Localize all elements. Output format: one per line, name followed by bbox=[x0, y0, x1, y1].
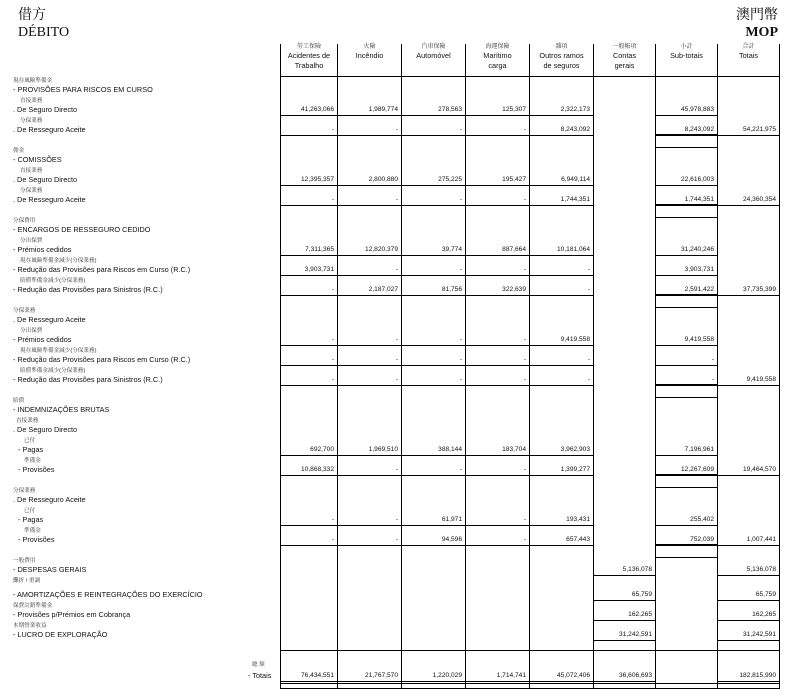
cell-rule bbox=[401, 345, 465, 346]
row-cn-label: 直接業務 bbox=[20, 98, 43, 104]
table-cell: 692,700 bbox=[310, 446, 334, 453]
table-cell: - bbox=[331, 126, 334, 133]
row-label: - Redução das Provisões para Sinistros (R.C.) bbox=[13, 285, 163, 294]
cell-rule bbox=[465, 185, 529, 186]
table-cell: 24,360,354 bbox=[742, 196, 776, 203]
table-cell: 76,434,551 bbox=[300, 672, 334, 679]
table-cell: - bbox=[331, 376, 334, 383]
cell-rule bbox=[717, 135, 779, 136]
table-cell: - bbox=[587, 286, 590, 293]
table-cell: 162,265 bbox=[628, 611, 652, 618]
col-divider bbox=[337, 44, 338, 689]
section-encargos: - ENCARGOS DE RESSEGURO CEDIDO bbox=[13, 225, 151, 234]
cell-rule bbox=[465, 295, 529, 296]
cell-rule bbox=[655, 545, 717, 546]
currency-code: MOP bbox=[745, 25, 778, 40]
table-cell: - bbox=[523, 196, 526, 203]
cell-rule bbox=[337, 345, 401, 346]
cell-rule bbox=[655, 345, 717, 346]
cell-rule bbox=[401, 255, 465, 256]
row-label: - Provisões bbox=[18, 535, 55, 544]
cell-rule bbox=[717, 545, 779, 546]
table-cell: 31,242,591 bbox=[618, 631, 652, 638]
table-cell: - bbox=[395, 266, 398, 273]
table-cell: 1,744,351 bbox=[560, 196, 590, 203]
row-cn-label: 現存風險準備金減少(分保業務) bbox=[20, 348, 97, 354]
row-cn-label: 直接業務 bbox=[20, 168, 43, 174]
cell-rule bbox=[401, 115, 465, 116]
section-comissoes: - COMISSÕES bbox=[13, 155, 62, 164]
table-cell: 39,774 bbox=[441, 246, 462, 253]
row-cn-label: 賠償準備金減少(分保業務) bbox=[20, 368, 86, 374]
subtotal-rule bbox=[655, 557, 717, 558]
cell-rule bbox=[280, 345, 337, 346]
table-cell: 94,596 bbox=[441, 536, 462, 543]
cell-rule bbox=[655, 255, 717, 256]
section-cn-label: 分保費用 bbox=[13, 218, 36, 224]
cell-rule bbox=[529, 185, 593, 186]
cell-rule bbox=[593, 600, 655, 601]
col-divider bbox=[655, 44, 656, 689]
column-header-incendio: 火險 Incêndio bbox=[355, 44, 384, 60]
cell-rule bbox=[401, 295, 465, 296]
column-header-subtotais: 小計 Sub-totais bbox=[670, 44, 703, 60]
row-label: . De Resseguro Aceite bbox=[13, 125, 86, 134]
cell-rule bbox=[337, 681, 401, 682]
cell-rule bbox=[529, 255, 593, 256]
row-label: - Prémios cedidos bbox=[13, 335, 72, 344]
table-cell: 19,464,570 bbox=[742, 466, 776, 473]
cell-rule bbox=[529, 135, 593, 136]
section-cn-label: 佣金 bbox=[13, 148, 25, 154]
col-divider bbox=[465, 44, 466, 689]
section-lucro: - LUCRO DE EXPLORAÇÃO bbox=[13, 630, 108, 639]
cell-rule bbox=[465, 475, 529, 476]
table-cell: 45,978,883 bbox=[680, 106, 714, 113]
table-cell: 8,243,092 bbox=[684, 126, 714, 133]
cell-rule bbox=[280, 295, 337, 296]
table-cell: 255,402 bbox=[690, 516, 714, 523]
table-cell: - bbox=[395, 516, 398, 523]
cell-rule bbox=[280, 205, 337, 206]
table-cell: 278,563 bbox=[438, 106, 462, 113]
subtotal-rule bbox=[655, 147, 717, 148]
table-cell: - bbox=[459, 196, 462, 203]
cell-rule bbox=[655, 185, 717, 186]
table-cell: - bbox=[711, 376, 714, 383]
cell-rule bbox=[717, 205, 779, 206]
cell-rule bbox=[465, 115, 529, 116]
cell-rule bbox=[337, 185, 401, 186]
subtotal-rule bbox=[655, 217, 717, 218]
table-cell: - bbox=[331, 196, 334, 203]
section-resseguro-aceite: . De Resseguro Aceite bbox=[13, 315, 86, 324]
cell-rule bbox=[529, 295, 593, 296]
row-cn-label: 準備金 bbox=[24, 458, 41, 464]
table-cell: 275,225 bbox=[438, 176, 462, 183]
cell-rule bbox=[655, 115, 717, 116]
row-cn-label: 分保業務 bbox=[20, 188, 43, 194]
table-cell: - bbox=[523, 336, 526, 343]
table-cell: 1,714,741 bbox=[496, 672, 526, 679]
table-cell: - bbox=[459, 336, 462, 343]
subtotal-rule bbox=[655, 487, 717, 488]
table-cell: - bbox=[395, 466, 398, 473]
table-cell: 887,664 bbox=[502, 246, 526, 253]
cell-rule bbox=[280, 275, 337, 276]
table-cell: 125,307 bbox=[502, 106, 526, 113]
table-cell: - bbox=[523, 466, 526, 473]
section-provisoes-riscos: - PROVISÕES PARA RISCOS EM CURSO bbox=[13, 85, 153, 94]
table-cell: - bbox=[395, 196, 398, 203]
table-cell: 3,903,731 bbox=[304, 266, 334, 273]
table-cell: 22,616,003 bbox=[680, 176, 714, 183]
col-divider bbox=[401, 44, 402, 689]
table-cell: - bbox=[459, 376, 462, 383]
section-despesas-gerais: - DESPESAS GERAIS bbox=[13, 565, 87, 574]
cell-rule bbox=[717, 475, 779, 476]
totals-label: - Totais bbox=[248, 671, 272, 680]
row-cn-label: 已付 bbox=[24, 508, 36, 514]
cell-rule bbox=[717, 575, 779, 576]
debit-title-cn: 借方 bbox=[18, 8, 46, 23]
table-cell: - bbox=[459, 466, 462, 473]
table-cell: 61,971 bbox=[441, 516, 462, 523]
table-cell: - bbox=[331, 516, 334, 523]
section-cn-label: 保費註銷準備金 bbox=[13, 603, 53, 609]
table-cell: 193,431 bbox=[566, 516, 590, 523]
table-cell: 1,989,774 bbox=[368, 106, 398, 113]
section-cn-label: 攤折 / 重調 bbox=[13, 578, 41, 584]
cell-rule bbox=[655, 365, 717, 366]
table-cell: - bbox=[459, 266, 462, 273]
cell-rule bbox=[280, 385, 337, 386]
cell-rule bbox=[655, 525, 717, 526]
table-cell: 7,311,365 bbox=[305, 246, 334, 253]
row-label: - Redução das Provisões para Sinistros (R.C.) bbox=[13, 375, 163, 384]
table-cell: 3,903,731 bbox=[684, 266, 714, 273]
table-cell: 5,136,078 bbox=[622, 566, 652, 573]
row-cn-label: 分保業務 bbox=[20, 118, 43, 124]
row-cn-label: 賠償準備金減少(分保業務) bbox=[20, 278, 86, 284]
col-divider bbox=[779, 44, 780, 689]
table-cell: 2,322,173 bbox=[560, 106, 590, 113]
debit-title: DÉBITO bbox=[18, 25, 70, 40]
table-cell: 8,243,092 bbox=[560, 126, 590, 133]
table-cell: 12,820,379 bbox=[364, 246, 398, 253]
cell-rule bbox=[465, 525, 529, 526]
table-cell: - bbox=[395, 536, 398, 543]
table-cell: 21,767,570 bbox=[364, 672, 398, 679]
row-cn-label: 分出保費 bbox=[20, 238, 43, 244]
cell-rule bbox=[655, 295, 717, 296]
row-label: . De Seguro Directo bbox=[13, 425, 78, 434]
cell-rule bbox=[280, 255, 337, 256]
column-header-acidentes: 勞工保險 Acidentes de Trabalho bbox=[287, 44, 331, 70]
table-cell: 31,240,246 bbox=[680, 246, 714, 253]
row-label: - Pagas bbox=[18, 515, 44, 524]
cell-rule bbox=[401, 135, 465, 136]
cell-rule bbox=[280, 135, 337, 136]
row-label: . De Seguro Directo bbox=[13, 105, 78, 114]
cell-rule bbox=[529, 205, 593, 206]
cell-rule bbox=[529, 455, 593, 456]
table-cell: 183,704 bbox=[502, 446, 526, 453]
cell-rule bbox=[337, 525, 401, 526]
cell-rule bbox=[529, 365, 593, 366]
section-cn-label: 一般費用 bbox=[13, 558, 36, 564]
cell-rule bbox=[593, 575, 655, 576]
cell-rule bbox=[465, 455, 529, 456]
table-cell: - bbox=[523, 356, 526, 363]
cell-rule bbox=[465, 345, 529, 346]
section-cn-label: 分保業務 bbox=[13, 488, 36, 494]
table-cell: 36,606,693 bbox=[618, 672, 652, 679]
cell-rule bbox=[465, 681, 529, 682]
table-cell: - bbox=[395, 376, 398, 383]
row-cn-label: 現存風險準備金減少(分保業務) bbox=[20, 258, 97, 264]
table-cell: - bbox=[523, 516, 526, 523]
cell-rule bbox=[401, 545, 465, 546]
table-cell: - bbox=[395, 356, 398, 363]
column-header-automovel: 汽車保險 Automóvel bbox=[416, 44, 451, 60]
cell-rule bbox=[280, 185, 337, 186]
section-cn-label: 分保業務 bbox=[13, 308, 36, 314]
table-cell: - bbox=[587, 376, 590, 383]
section-indemnizacoes: - INDEMNIZAÇÕES BRUTAS bbox=[13, 405, 110, 414]
cell-rule bbox=[529, 385, 593, 386]
cell-rule bbox=[337, 365, 401, 366]
cell-rule bbox=[337, 385, 401, 386]
table-cell: 1,969,510 bbox=[368, 446, 398, 453]
table-cell: 7,196,961 bbox=[684, 446, 714, 453]
table-cell: - bbox=[711, 356, 714, 363]
cell-rule bbox=[655, 455, 717, 456]
table-cell: 31,242,591 bbox=[742, 631, 776, 638]
cell-rule bbox=[529, 525, 593, 526]
table-cell: 3,962,903 bbox=[560, 446, 590, 453]
table-cell: - bbox=[587, 356, 590, 363]
row-cn-label: 準備金 bbox=[24, 528, 41, 534]
col-divider bbox=[529, 44, 530, 689]
cell-rule bbox=[401, 275, 465, 276]
cell-rule bbox=[529, 345, 593, 346]
cell-rule bbox=[337, 275, 401, 276]
table-cell: 5,136,078 bbox=[746, 566, 776, 573]
cell-rule bbox=[717, 640, 779, 641]
table-cell: - bbox=[331, 336, 334, 343]
cell-rule bbox=[280, 115, 337, 116]
cell-rule bbox=[280, 455, 337, 456]
totals-cn-label: 總 額 bbox=[252, 662, 265, 668]
table-cell: - bbox=[523, 266, 526, 273]
table-cell: 12,267,609 bbox=[680, 466, 714, 473]
cell-rule bbox=[337, 475, 401, 476]
row-cn-label: 已付 bbox=[24, 438, 36, 444]
table-cell: - bbox=[331, 536, 334, 543]
row-label: . De Seguro Directo bbox=[13, 175, 78, 184]
table-cell: - bbox=[459, 356, 462, 363]
table-cell: - bbox=[331, 356, 334, 363]
cell-rule bbox=[401, 365, 465, 366]
column-header-outros: 雜項 Outros ramos de seguros bbox=[539, 44, 584, 70]
row-label: - Prémios cedidos bbox=[13, 245, 72, 254]
table-cell: 2,800,880 bbox=[368, 176, 398, 183]
cell-rule bbox=[401, 205, 465, 206]
cell-rule bbox=[717, 620, 779, 621]
table-cell: - bbox=[523, 536, 526, 543]
table-cell: - bbox=[523, 376, 526, 383]
cell-rule bbox=[655, 205, 717, 206]
table-cell: 54,221,975 bbox=[742, 126, 776, 133]
table-cell: 1,744,351 bbox=[684, 196, 714, 203]
totals-rule-double bbox=[280, 688, 779, 689]
cell-rule bbox=[337, 115, 401, 116]
cell-rule bbox=[717, 600, 779, 601]
row-label: - Redução das Provisões para Riscos em Curso (R.C.) bbox=[13, 265, 191, 274]
cell-rule bbox=[529, 115, 593, 116]
cell-rule bbox=[465, 545, 529, 546]
section-cn-label: 本期營業收益 bbox=[13, 623, 47, 629]
table-cell: 1,007,441 bbox=[746, 536, 776, 543]
cell-rule bbox=[593, 620, 655, 621]
table-cell: 752,039 bbox=[690, 536, 714, 543]
table-cell: - bbox=[331, 286, 334, 293]
table-cell: 1,220,029 bbox=[432, 672, 462, 679]
cell-rule bbox=[401, 525, 465, 526]
table-cell: 9,419,558 bbox=[560, 336, 590, 343]
cell-rule bbox=[337, 545, 401, 546]
column-header-maritimo: 海運保險 Marítimo carga bbox=[483, 44, 512, 70]
table-cell: - bbox=[395, 336, 398, 343]
table-cell: 65,759 bbox=[631, 591, 652, 598]
table-cell: - bbox=[395, 126, 398, 133]
header-rule bbox=[280, 76, 779, 77]
cell-rule bbox=[337, 255, 401, 256]
cell-rule bbox=[465, 255, 529, 256]
cell-rule bbox=[465, 275, 529, 276]
section-cn-label: 賠償 bbox=[13, 398, 25, 404]
table-cell: 9,419,558 bbox=[746, 376, 776, 383]
section-cn-label: 現存風險準備金 bbox=[13, 78, 53, 84]
cell-rule bbox=[465, 135, 529, 136]
cell-rule bbox=[717, 385, 779, 386]
cell-rule bbox=[280, 365, 337, 366]
row-label: - Redução das Provisões para Riscos em Curso (R.C.) bbox=[13, 355, 191, 364]
table-cell: 45,072,406 bbox=[556, 672, 590, 679]
table-cell: 12,395,357 bbox=[300, 176, 334, 183]
table-cell: 6,949,114 bbox=[561, 176, 590, 183]
table-cell: 182,815,990 bbox=[739, 672, 776, 679]
cell-rule bbox=[401, 681, 465, 682]
section-provisoes-premios: - Provisões p/Prémios em Cobrança bbox=[13, 610, 131, 619]
cell-rule bbox=[401, 385, 465, 386]
cell-rule bbox=[401, 185, 465, 186]
column-header-contas: 一般帳項 Contas gerais bbox=[612, 44, 637, 70]
cell-rule bbox=[337, 455, 401, 456]
table-cell: 388,144 bbox=[438, 446, 462, 453]
column-header-totais: 合計 Totais bbox=[738, 44, 759, 60]
cell-rule bbox=[529, 475, 593, 476]
cell-rule bbox=[529, 275, 593, 276]
cell-rule bbox=[280, 545, 337, 546]
table-cell: 10,868,332 bbox=[300, 466, 334, 473]
row-cn-label: 直接業務 bbox=[16, 418, 39, 424]
cell-rule bbox=[593, 681, 655, 682]
table-cell: - bbox=[459, 126, 462, 133]
cell-rule bbox=[717, 681, 779, 682]
section-resseguro-aceite-2: . De Resseguro Aceite bbox=[13, 495, 86, 504]
cell-rule bbox=[655, 275, 717, 276]
cell-rule bbox=[655, 385, 717, 386]
cell-rule bbox=[280, 525, 337, 526]
cell-rule bbox=[401, 475, 465, 476]
totals-rule-top bbox=[280, 650, 779, 651]
cell-rule bbox=[529, 545, 593, 546]
row-label: - Provisões bbox=[18, 465, 55, 474]
table-cell: 322,639 bbox=[502, 286, 526, 293]
cell-rule bbox=[465, 385, 529, 386]
table-cell: 10,181,064 bbox=[556, 246, 590, 253]
cell-rule bbox=[717, 295, 779, 296]
table-cell: 37,735,399 bbox=[742, 286, 776, 293]
cell-rule bbox=[465, 205, 529, 206]
cell-rule bbox=[655, 135, 717, 136]
table-cell: - bbox=[587, 266, 590, 273]
subtotal-rule bbox=[655, 307, 717, 308]
cell-rule bbox=[337, 295, 401, 296]
table-cell: 1,399,277 bbox=[560, 466, 590, 473]
cell-rule bbox=[593, 640, 655, 641]
table-cell: 2,591,422 bbox=[684, 286, 714, 293]
row-cn-label: 分出保費 bbox=[20, 328, 43, 334]
cell-rule bbox=[465, 365, 529, 366]
cell-rule bbox=[337, 135, 401, 136]
row-label: - Pagas bbox=[18, 445, 44, 454]
table-cell: 9,419,558 bbox=[684, 336, 714, 343]
table-cell: - bbox=[523, 126, 526, 133]
col-divider bbox=[280, 44, 281, 689]
table-cell: 195,427 bbox=[502, 176, 526, 183]
cell-rule bbox=[401, 455, 465, 456]
cell-rule bbox=[655, 475, 717, 476]
subtotal-rule bbox=[655, 397, 717, 398]
currency-cn: 澳門幣 bbox=[736, 8, 778, 23]
table-cell: 41,263,066 bbox=[300, 106, 334, 113]
table-cell: 657,443 bbox=[566, 536, 590, 543]
cell-rule bbox=[337, 205, 401, 206]
cell-rule bbox=[280, 681, 337, 682]
cell-rule bbox=[529, 681, 593, 682]
totals-rule-bottom bbox=[280, 683, 779, 684]
cell-rule bbox=[280, 475, 337, 476]
table-cell: 2,187,027 bbox=[368, 286, 398, 293]
table-cell: 81,756 bbox=[441, 286, 462, 293]
row-label: . De Resseguro Aceite bbox=[13, 195, 86, 204]
table-cell: 65,759 bbox=[755, 591, 776, 598]
table-cell: 162,265 bbox=[752, 611, 776, 618]
section-amortizacoes: - AMORTIZAÇÕES E REINTEGRAÇÕES DO EXERCÍCIO bbox=[13, 590, 203, 599]
